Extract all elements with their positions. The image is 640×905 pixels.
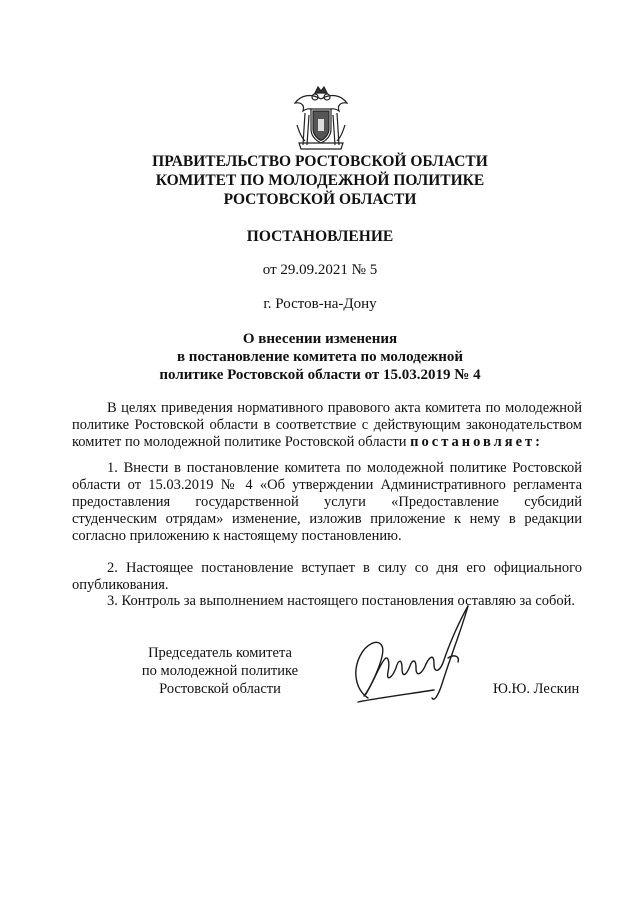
subject-line-1: О внесении изменения bbox=[242, 331, 398, 347]
signatory-title bbox=[130, 644, 310, 698]
org-line-2: КОМИТЕТ ПО МОЛОДЕЖНОЙ ПОЛИТИКЕ bbox=[155, 172, 485, 189]
subject-line-2: в постановление комитета по молодежной bbox=[176, 349, 464, 365]
preamble-keyword: постановляет: bbox=[410, 434, 543, 450]
item-2-paragraph: 2. Настоящее постановление вступает в силу со дня его официального опубликования. bbox=[72, 560, 582, 593]
item-3-paragraph: 3. Контроль за выполнением настоящего постановления оставляю за собой. bbox=[107, 593, 576, 609]
document-date: от 29.09.2021 № 5 bbox=[262, 262, 378, 278]
subject-line-3: политике Ростовской области от 15.03.2019 № 4 bbox=[159, 367, 481, 383]
preamble-paragraph bbox=[72, 400, 582, 451]
item-1-paragraph: 1. Внести в постановление комитета по молодежной политике Ростовской области от 15.03.2019 № 4 «Об утверждении Административного регламента предоставления государственной услуги «Предоставление субсидий студенческим отрядам» изменение, изложив приложение к нему в редакции согласно приложению к настоящему постановлению. bbox=[72, 460, 582, 544]
document-subject bbox=[0, 330, 640, 384]
handwritten-signature-icon bbox=[338, 598, 478, 716]
org-line-1: ПРАВИТЕЛЬСТВО РОСТОВСКОЙ ОБЛАСТИ bbox=[152, 153, 488, 170]
document-type: ПОСТАНОВЛЕНИЕ bbox=[246, 228, 394, 245]
signatory-name: Ю.Ю. Лескин bbox=[493, 681, 580, 697]
signatory-title-line-3: Ростовской области bbox=[159, 681, 281, 697]
document-city: г. Ростов-на-Дону bbox=[263, 296, 377, 312]
org-line-3: РОСТОВСКОЙ ОБЛАСТИ bbox=[223, 191, 417, 208]
preamble-text: В целях приведения нормативного правового акта комитета по молодежной политике Ростовской области в соответствие с действующим законодательством комитет по молодежной политике Ростовской области bbox=[72, 400, 582, 450]
signatory-title-line-1: Председатель комитета bbox=[148, 645, 292, 661]
organization-header bbox=[0, 152, 640, 209]
signatory-title-line-2: по молодежной политике bbox=[141, 663, 299, 679]
coat-of-arms-icon bbox=[291, 85, 351, 153]
